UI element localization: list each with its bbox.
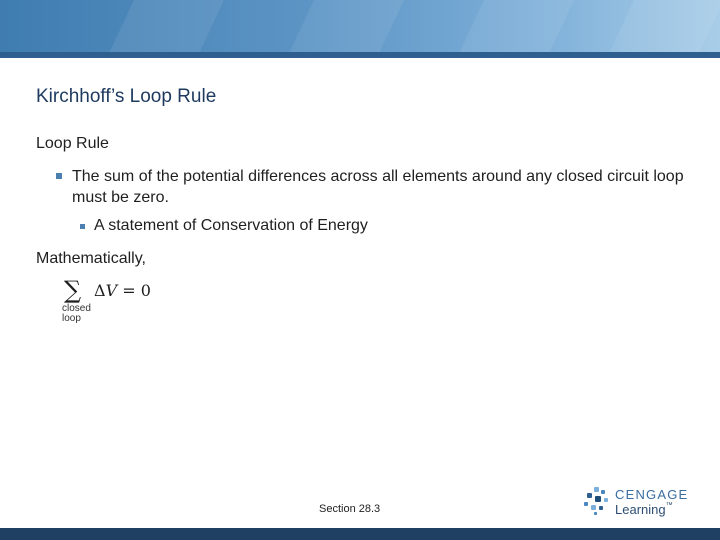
header-divider [0,52,720,58]
banner-stripe [97,0,234,52]
subscript-line: closed [62,303,91,314]
equation-rhs: = 0 [117,281,151,300]
bullet-item [56,166,712,208]
sub-bullet-text: A statement of Conservation of Energy [94,217,368,234]
bullet-text: The sum of the potential differences across all elements around any closed circuit loop must be zero. [72,168,684,206]
logo-mark-icon [584,487,610,515]
logo-subtitle-text: Learning [615,502,666,517]
summation-subscript [62,304,91,324]
section-label: Section 28.3 [319,503,381,515]
summation-symbol: ∑ [64,276,82,304]
slide-title: Kirchhoff’s Loop Rule [36,86,217,107]
section-heading: Loop Rule [36,135,109,152]
sub-bullet-item [80,217,368,235]
trademark-symbol: ™ [665,502,673,509]
loop-rule-equation [62,276,182,330]
logo-wordmark: CENGAGE [615,487,689,502]
math-intro-text: Mathematically, [36,250,146,267]
sub-bullet-marker [80,224,85,229]
subscript-line: loop [62,313,81,324]
logo-subtitle [615,502,673,517]
bullet-marker [56,173,62,179]
cengage-logo [584,485,694,519]
delta-symbol: Δ [94,281,106,300]
banner-stripe [277,0,414,52]
banner-stripe [597,0,720,52]
voltage-variable: V [105,281,118,300]
banner-stripe [447,0,584,52]
equation-body [94,281,151,300]
header-banner [0,0,720,52]
footer-bar [0,528,720,540]
